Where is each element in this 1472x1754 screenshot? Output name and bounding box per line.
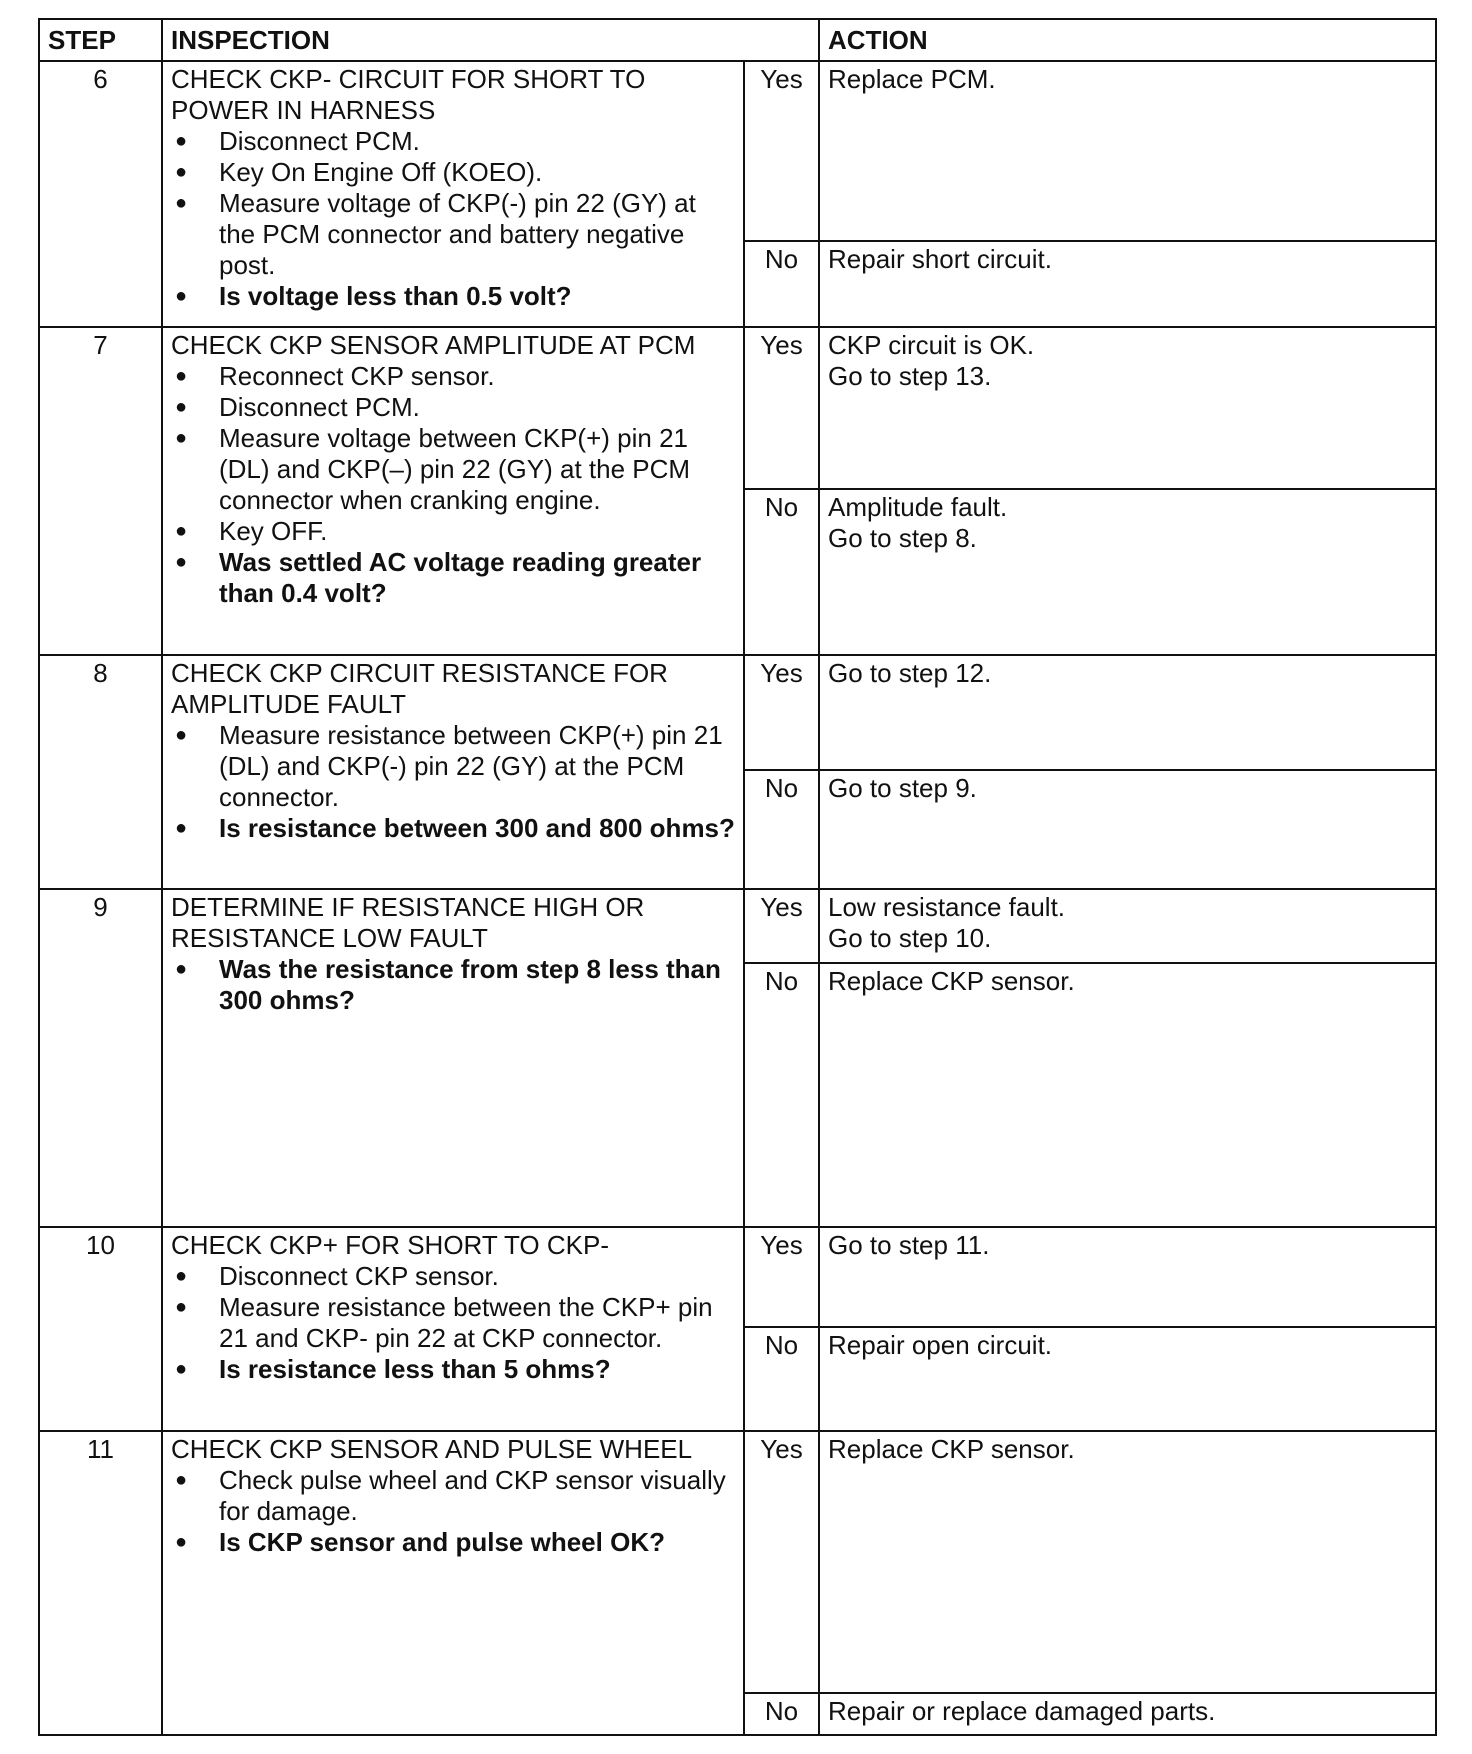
bullet-item: ● Measure resistance between the CKP+ pin 21 and CKP- pin 22 at CKP connector. bbox=[175, 1292, 713, 1353]
bullet-item: ● Key On Engine Off (KOEO). bbox=[175, 157, 543, 187]
header-row bbox=[39, 19, 1436, 61]
bullet-item: ● Measure resistance between CKP(+) pin 21 (DL) and CKP(-) pin 22 (GY) at the PCM connector. bbox=[175, 720, 723, 812]
step-header: STEP bbox=[39, 19, 162, 61]
bullet-item: ● Measure voltage between CKP(+) pin 21 (DL) and CKP(–) pin 22 (GY) at the PCM connector when cranking engine. bbox=[175, 423, 691, 515]
question-item: ● Is voltage less than 0.5 volt? bbox=[175, 281, 572, 311]
no-action: Repair or replace damaged parts. bbox=[819, 1693, 1436, 1735]
no-action: Amplitude fault. Go to step 8. bbox=[819, 489, 1436, 655]
bullet-item: ● Reconnect CKP sensor. bbox=[175, 361, 495, 391]
inspection-title: CHECK CKP SENSOR AMPLITUDE AT PCM bbox=[171, 330, 696, 360]
inspection-header: INSPECTION bbox=[162, 19, 819, 61]
question-item: ● Is resistance less than 5 ohms? bbox=[175, 1354, 611, 1384]
bullet-list bbox=[171, 720, 735, 844]
inspection-cell bbox=[162, 655, 744, 889]
step-row-yes bbox=[39, 889, 1436, 963]
inspection-title: CHECK CKP CIRCUIT RESISTANCE FOR AMPLITUDE FAULT bbox=[171, 658, 668, 719]
no-label: No bbox=[744, 241, 819, 327]
diagnostic-table bbox=[38, 18, 1437, 1736]
step-number: 11 bbox=[39, 1431, 162, 1735]
inspection-cell bbox=[162, 1431, 744, 1735]
inspection-title: CHECK CKP+ FOR SHORT TO CKP- bbox=[171, 1230, 610, 1260]
bullet-item: ● Check pulse wheel and CKP sensor visually for damage. bbox=[175, 1465, 726, 1526]
question-item: ● Was the resistance from step 8 less than 300 ohms? bbox=[175, 954, 721, 1015]
inspection-cell bbox=[162, 61, 744, 327]
bullet-list bbox=[171, 126, 735, 312]
yes-label: Yes bbox=[744, 1431, 819, 1693]
yes-action: Low resistance fault. Go to step 10. bbox=[819, 889, 1436, 963]
yes-label: Yes bbox=[744, 61, 819, 241]
yes-action: Go to step 12. bbox=[819, 655, 1436, 770]
no-action: Repair short circuit. bbox=[819, 241, 1436, 327]
bullet-item: ● Disconnect CKP sensor. bbox=[175, 1261, 499, 1291]
no-label: No bbox=[744, 1693, 819, 1735]
yes-label: Yes bbox=[744, 655, 819, 770]
no-label: No bbox=[744, 963, 819, 1227]
yes-action: Go to step 11. bbox=[819, 1227, 1436, 1327]
yes-label: Yes bbox=[744, 889, 819, 963]
inspection-title: CHECK CKP SENSOR AND PULSE WHEEL bbox=[171, 1434, 693, 1464]
yes-label: Yes bbox=[744, 1227, 819, 1327]
inspection-cell bbox=[162, 327, 744, 655]
bullet-list bbox=[171, 954, 735, 1016]
no-action: Go to step 9. bbox=[819, 770, 1436, 889]
bullet-item: ● Measure voltage of CKP(-) pin 22 (GY) at the PCM connector and battery negative post. bbox=[175, 188, 696, 280]
step-number: 7 bbox=[39, 327, 162, 655]
inspection-cell bbox=[162, 889, 744, 1227]
step-row-yes bbox=[39, 1431, 1436, 1693]
step-number: 9 bbox=[39, 889, 162, 1227]
no-action: Replace CKP sensor. bbox=[819, 963, 1436, 1227]
inspection-cell bbox=[162, 1227, 744, 1431]
step-row-yes bbox=[39, 1227, 1436, 1327]
step-number: 8 bbox=[39, 655, 162, 889]
bullet-list bbox=[171, 361, 735, 609]
step-row-yes bbox=[39, 655, 1436, 770]
question-item: ● Is CKP sensor and pulse wheel OK? bbox=[175, 1527, 665, 1557]
inspection-title: CHECK CKP- CIRCUIT FOR SHORT TO POWER IN HARNESS bbox=[171, 64, 646, 125]
no-label: No bbox=[744, 770, 819, 889]
bullet-item: ● Disconnect PCM. bbox=[175, 126, 420, 156]
yes-label: Yes bbox=[744, 327, 819, 489]
bullet-list bbox=[171, 1465, 735, 1558]
yes-action: CKP circuit is OK. Go to step 13. bbox=[819, 327, 1436, 489]
step-number: 6 bbox=[39, 61, 162, 327]
step-number: 10 bbox=[39, 1227, 162, 1431]
no-label: No bbox=[744, 489, 819, 655]
yes-action: Replace CKP sensor. bbox=[819, 1431, 1436, 1693]
no-action: Repair open circuit. bbox=[819, 1327, 1436, 1431]
action-header: ACTION bbox=[819, 19, 1436, 61]
step-row-yes bbox=[39, 327, 1436, 489]
step-row-yes bbox=[39, 61, 1436, 241]
question-item: ● Was settled AC voltage reading greater than 0.4 volt? bbox=[175, 547, 702, 608]
bullet-item: ● Disconnect PCM. bbox=[175, 392, 420, 422]
bullet-list bbox=[171, 1261, 735, 1385]
yes-action: Replace PCM. bbox=[819, 61, 1436, 241]
question-item: ● Is resistance between 300 and 800 ohms? bbox=[175, 813, 735, 843]
bullet-item: ● Key OFF. bbox=[175, 516, 328, 546]
no-label: No bbox=[744, 1327, 819, 1431]
inspection-title: DETERMINE IF RESISTANCE HIGH OR RESISTANCE LOW FAULT bbox=[171, 892, 645, 953]
